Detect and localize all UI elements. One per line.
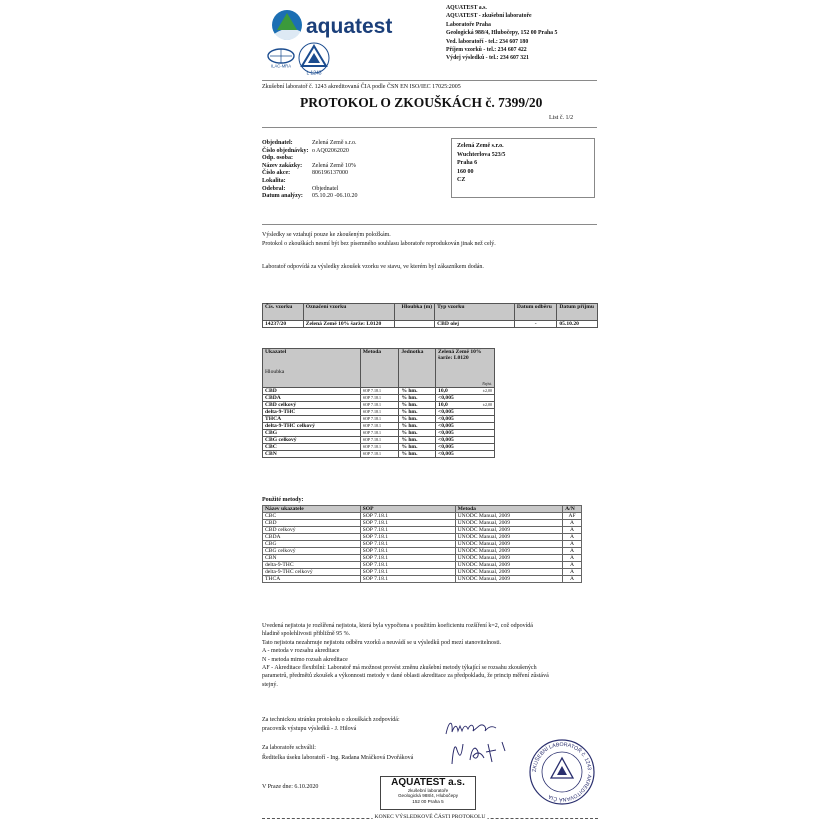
order-field: Číslo objednávky: o AQ02062020 (262, 147, 349, 154)
col-depth: Hloubka (m) (394, 304, 435, 321)
round-stamp-icon (528, 738, 596, 806)
lab-address: Geologická 988/4, Hlubočepy, 152 00 Praha 5 (446, 30, 558, 37)
order-field: Datum analýzy: 05.10.20 -06.10.20 (262, 193, 358, 200)
table-row: delta-9-THC celkový SOP 7.18.1 UNODC Manual, 2009 A (263, 569, 582, 576)
customer-country: CZ (457, 177, 466, 184)
customer-address-box (451, 138, 595, 198)
col-receipt-date: Datum příjmu (557, 304, 598, 321)
table-row: CBG SOP 7.18.1 UNODC Manual, 2009 A (263, 541, 582, 548)
aquatest-logo-icon (268, 4, 402, 44)
col-sample-result: Zelená Země 10% šarže: L0120 Nejist. (436, 349, 495, 388)
table-row: CBN SOP 7.18.1 UNODC Manual, 2009 A (263, 555, 582, 562)
title-divider (262, 127, 597, 128)
approved-person: Ředitelka úseku laboratoří - Ing. Radana Mráčková Dvořáková (262, 755, 414, 761)
results-table (262, 348, 495, 458)
stamp-company-name: AQUATEST a.s. (391, 777, 465, 788)
approved-intro: Za laboratoře schválil: (262, 745, 316, 751)
sample-table-header (263, 304, 598, 321)
table-row: 14237/20 Zelená Země 10% šarže: L0120 CBD olej - 05.10.20 (263, 321, 598, 328)
table-row: CBG celkový SOP 7.18.1 UNODC Manual, 2009 A (263, 548, 582, 555)
table-row: CBC SOP 7.18.1 UNODC Manual, 2009 AF (263, 513, 582, 520)
table-row: CBD SOP 7.18.1 UNODC Manual, 2009 A (263, 520, 582, 527)
company-stamp (380, 776, 476, 810)
methods-table (262, 505, 582, 583)
methods-title: Použité metody: (262, 497, 304, 503)
head-phone: Ved. laboratoří - tel.: 234 607 180 (446, 38, 529, 45)
stamp-line-1: zkušební laboratoře (407, 788, 449, 793)
signature-director (448, 736, 518, 770)
customer-zip: 160 00 (457, 168, 474, 175)
order-field: Název zakázky: Zelená Země 10% (262, 162, 356, 169)
stamp-line-3: 152 00 Praha 5 (412, 798, 444, 804)
lab-name: AQUATEST - zkušební laboratoře (446, 13, 532, 20)
place-and-date: V Praze dne: 6.10.2020 (262, 784, 319, 790)
note-line: Uvedená nejistota je rozšířená nejistota, která byla vypočtena s použitím koeficientu rozšíření k=2, což odpovídá (262, 623, 533, 629)
tech-responsible-intro: Za technickou stránku protokolu o zkouškách zodpovídá: (262, 717, 400, 723)
round-accreditation-stamp (528, 738, 596, 806)
end-of-results: KONEC VÝSLEDKOVÉ ČÁSTI PROTOKOLU (374, 814, 486, 820)
customer-street: Wuchterlova 523/5 (457, 151, 506, 158)
aquatest-logo (268, 4, 402, 44)
note-line: hladině spolehlivosti přibližně 95 %. (262, 631, 351, 638)
round-stamp-text: ZKUŠEBNÍ LABORATOŘ č. 1243 · AKREDITOVANÁ ČIA (531, 741, 593, 803)
order-field: Odebral: Objednatel (262, 185, 339, 192)
col-method: Metoda (360, 349, 399, 388)
note-responsibility: Laboratoř odpovídá za výsledky zkoušek vzorku ve stavu, ve kterém byl zákazníkem dodán. (262, 264, 484, 270)
tech-responsible-person: pracovník výstupu výsledků - J. Hilová (262, 726, 357, 732)
methods-table-header: Název ukazatele SOP Metoda A/N (263, 506, 582, 513)
col-sampling-date: Datum odběru (514, 304, 556, 321)
results-table-header (263, 349, 495, 388)
note-line: N - metoda mimo rozsah akreditace (262, 656, 348, 663)
order-field: Lokalita: (262, 177, 286, 184)
note-line: stejný. (262, 681, 278, 688)
page-title: PROTOKOL O ZKOUŠKÁCH č. 7399/20 (300, 95, 543, 110)
note-line: Tato nejistota nezahrnuje nejistotu odběru vzorků a neuvádí se u výsledků pod mezí stanovitelnosti. (262, 639, 502, 646)
note-line: AF - Akreditace flexibilní: Laboratoř má možnost provést změnu zkušební metody týkající se rozsahu zkoušených (262, 665, 537, 672)
order-field: Odp. osoba: (262, 155, 294, 162)
table-row: CBG SOP 7.18.1 % hm. <0,005 (263, 430, 495, 437)
order-field: Objednatel: Zelená Země s.r.o. (262, 140, 357, 146)
col-sample-label: Označení vzorku (303, 304, 394, 321)
note-line: parametrů, předmětů zkoušek a výkonnosti metody v dané oblasti akreditace za předpokladu, že princip měření zůstává (262, 673, 549, 680)
table-row: CBD SOP 7.18.1 % hm. 10,0 ±2,00 (263, 388, 495, 395)
col-depth-label: Hloubka (265, 369, 285, 375)
cai-accreditation-mark (298, 42, 330, 76)
table-row: CBDA SOP 7.18.1 % hm. <0,005 (263, 395, 495, 402)
table-row: THCA SOP 7.18.1 UNODC Manual, 2009 A (263, 576, 582, 583)
company-name: AQUATEST a.s. (446, 5, 487, 11)
sheet-number: List č. 1/2 (549, 115, 574, 121)
order-divider (262, 224, 597, 225)
table-row: CBDA SOP 7.18.1 UNODC Manual, 2009 A (263, 534, 582, 541)
col-unit: Jednotka (399, 349, 436, 388)
order-info (262, 140, 442, 201)
ilac-mra-icon (266, 48, 296, 68)
table-row: delta-9-THC SOP 7.18.1 UNODC Manual, 2009 A (263, 562, 582, 569)
col-sample-no: Čís. vzorku (263, 304, 304, 321)
results-phone: Výdej výsledků - tel.: 234 607 321 (446, 55, 529, 62)
lab-site: Laboratoře Praha (446, 21, 491, 28)
svg-text:ILAC-MRA: ILAC-MRA (270, 63, 292, 68)
stamp-line-2: Geologická 988/4, Hlubočepy (397, 793, 458, 799)
note-reproduction: Protokol o zkouškách nesmí být bez písemného souhlasu laboratoře reprodukován jinak než celý. (262, 241, 496, 247)
note-line: A - metoda v rozsahu akreditace (262, 648, 340, 655)
table-row: CBG celkový SOP 7.18.1 % hm. <0,005 (263, 437, 495, 444)
col-uncertainty: Nejist. (482, 382, 492, 386)
table-row: CBN SOP 7.18.1 % hm. <0,005 (263, 451, 495, 458)
accreditation-line: Zkušební laboratoř č. 1243 akreditovaná ČIA podle ČSN EN ISO/IEC 17025:2005 (262, 84, 461, 90)
explanatory-notes (262, 622, 598, 689)
company-header (446, 4, 557, 63)
customer-city: Praha 6 (457, 160, 478, 167)
table-row: delta-9-THC SOP 7.18.1 % hm. <0,005 (263, 409, 495, 416)
ilac-mra-logo (266, 48, 296, 68)
protocol-end (262, 814, 598, 822)
sample-table (262, 303, 598, 328)
table-row: THCA SOP 7.18.1 % hm. <0,005 (263, 416, 495, 423)
table-row: delta-9-THC celkový SOP 7.18.1 % hm. <0,005 (263, 423, 495, 430)
logo-wordmark: aquatest (306, 15, 393, 38)
cai-triangle-icon (298, 42, 330, 76)
col-sample-type: Typ vzorku (435, 304, 515, 321)
col-indicator: Ukazatel (265, 349, 287, 355)
table-row: CBC SOP 7.18.1 % hm. <0,005 (263, 444, 495, 451)
table-row: CBD celkový SOP 7.18.1 % hm. 10,0 ±2,00 (263, 402, 495, 409)
customer-name: Zelená Země s.r.o. (457, 143, 504, 149)
note-scope: Výsledky se vztahují pouze ke zkoušeným položkám. (262, 232, 391, 238)
intake-phone: Příjem vzorků - tel.: 234 607 422 (446, 47, 527, 54)
svg-text:L 1243: L 1243 (306, 70, 322, 76)
header-divider (262, 80, 597, 81)
table-row: CBD celkový SOP 7.18.1 UNODC Manual, 2009 A (263, 527, 582, 534)
order-field: Číslo akce: 806196137000 (262, 170, 348, 177)
